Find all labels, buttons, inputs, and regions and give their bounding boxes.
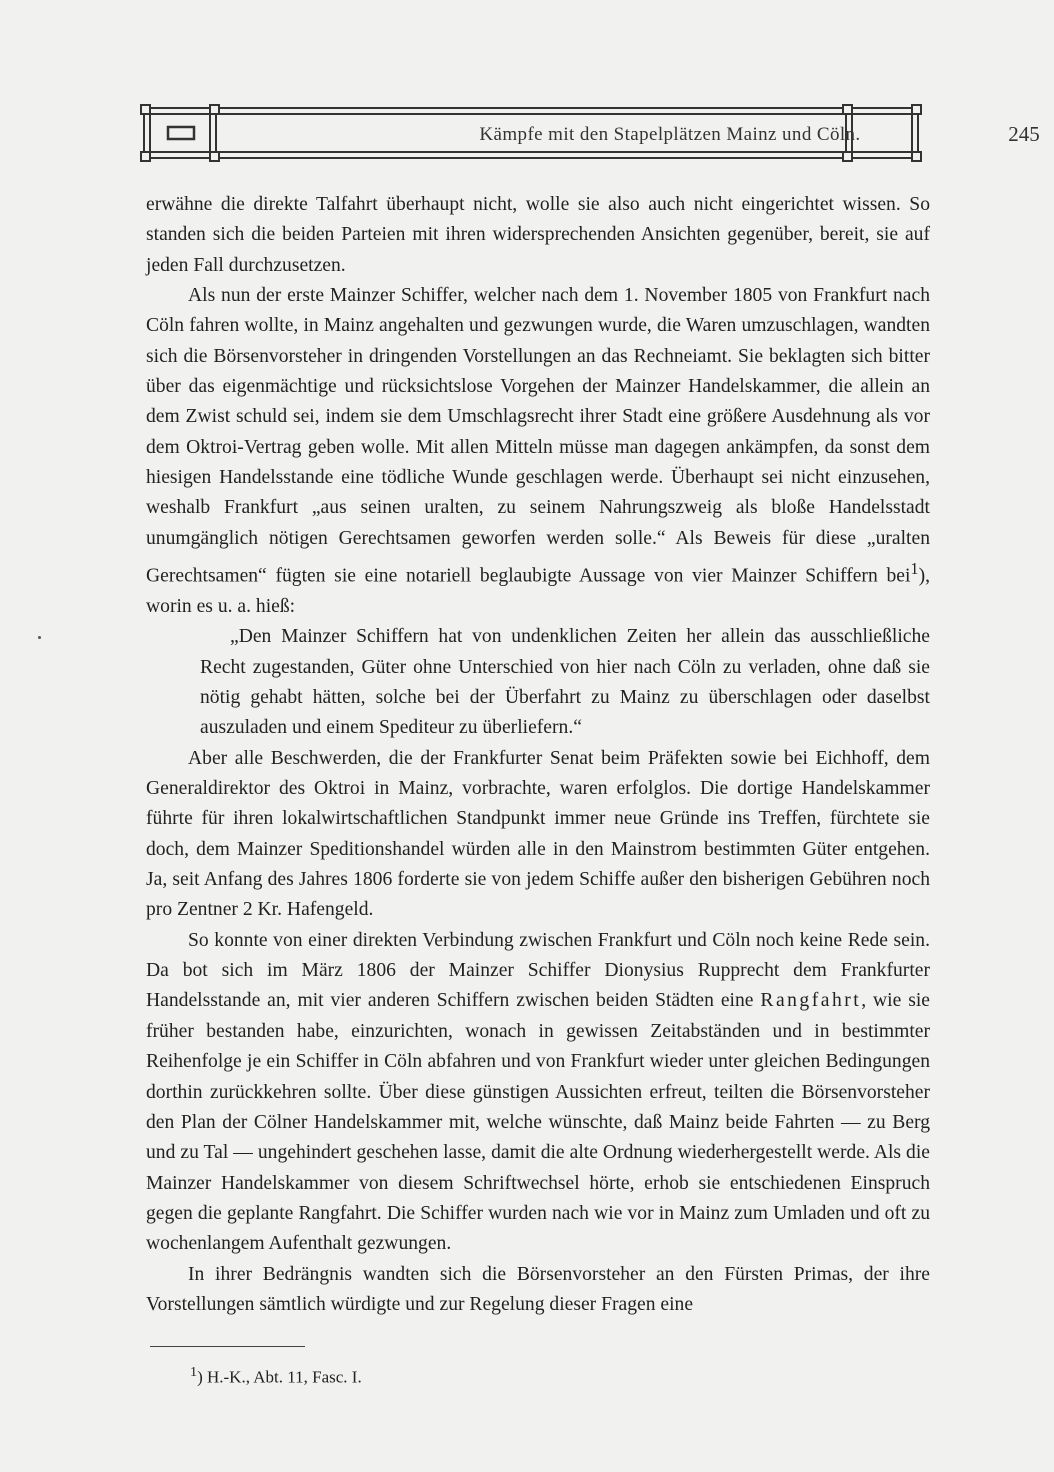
body-text bbox=[146, 190, 930, 1320]
paragraph-text: Als nun der erste Mainzer Schiffer, welcher nach dem 1. November 1805 von Frankfurt nach Cöln fahren wollte, in Mainz angehalten und gezwungen wurde, die Waren umzuschlagen, wandten sich die Börsenvorsteher in dringenden Vorstellungen an das Rechneiamt. Sie beklagten sich bitter über das eigenmächtige und rücksichtslose Vorgehen der Mainzer Handelskammer, die allein an dem Zwist schuld sei, indem sie dem Umschlagsrecht ihrer Stadt eine größere Ausdehnung als vor dem Oktroi-Vertrag geben wolle. Mit allen Mitteln müsse man dagegen ankämpfen, da sonst dem hiesigen Handelsstande eine tödliche Wunde geschlagen werde. Überhaupt sei nicht einzusehen, weshalb Frankfurt „aus seinen uralten, zu seinem Nahrungszweig als bloße Handelsstadt unumgänglich nötigen Gerechtsamen geworfen werden solle.“ Als Beweis für diese „uralten Gerechtsamen“ fügten sie eine notariell beglaubigte Aussage von vier Mainzer Schiffern bei bbox=[146, 285, 930, 587]
paragraph-text: , wie sie früher bestanden habe, einzurichten, wonach in gewissen Zeitabständen und in bestimmter Reihenfolge je ein Schiffer in Cöln abfahren und von Frankfurt wieder unter gleichen Bedingungen dorthin zurückkehren sollte. Über diese günstigen Aussichten erfreut, teilten die Börsenvorsteher den Plan der Cölner Handelskammer mit, welche wünschte, daß Mainz beide Fahrten — zu Berg und zu Tal — ungehindert geschehen lasse, damit die alte Ordnung wiederhergestellt werde. Als die Mainzer Handelskammer von diesem Schriftwechsel hörte, erhob sie entschiedenen Einspruch gegen die geplante Rangfahrt. Die Schiffer wurden nach wie vor in Mainz zum Umladen und oft zu wochenlangem Aufenthalt gezwungen. bbox=[146, 990, 930, 1255]
running-title: Kämpfe mit den Stapelplätzen Mainz und Cöln. bbox=[479, 124, 861, 145]
footnote-text: ) H.-K., Abt. 11, Fasc. I. bbox=[197, 1367, 362, 1387]
footnote bbox=[190, 1364, 362, 1388]
paragraph-complaints: Aber alle Beschwerden, die der Frankfurter Senat beim Präfekten sowie bei Eichhoff, dem Generaldirektor des Oktroi in Mainz, vorbrachte, waren erfolglos. Die dortige Handelskammer führte für ihren lokalwirtschaftlichen Standpunkt immer neue Gründe ins Treffen, fürchtete sie doch, dem Mainzer Speditionshandel würden alle in den Mainstrom bestimmten Güter entgehen. Ja, seit Anfang des Jahres 1806 forderte sie von jedem Schiffe außer den bisherigen Gebühren noch pro Zentner 2 Kr. Hafengeld. bbox=[146, 747, 930, 921]
footnote-reference: 1 bbox=[910, 559, 919, 579]
paragraph-first-mainz-shipper bbox=[146, 281, 930, 622]
paragraph-fuerst-primas: In ihrer Bedrängnis wandten sich die Börsenvorsteher an den Fürsten Primas, der ihre Vorstellungen sämtlich würdigte und zur Regelung dieser Fragen eine bbox=[146, 1263, 930, 1315]
footnote-marker: 1 bbox=[190, 1364, 198, 1380]
margin-speck bbox=[38, 636, 41, 639]
framed-rectangle-icon bbox=[168, 127, 194, 139]
page-number: 245 bbox=[1008, 122, 1040, 146]
emphasized-term: Rangfahrt bbox=[760, 990, 862, 1012]
paragraph-text: So konnte von einer direkten Verbindung zwischen Frankfurt und Cöln noch keine Rede sein. Da bot sich im März 1806 der Mainzer Schiffer Dionysius Rupprecht dem Frankfurter Handelsstande an, mit vier anderen Schiffern zwischen beiden Städten eine bbox=[146, 929, 930, 1012]
paragraph-text: ), worin es u. a. hieß: bbox=[146, 565, 930, 617]
footnote-divider bbox=[150, 1346, 305, 1347]
block-quote: „Den Mainzer Schiffern hat von undenklichen Zeiten her allein das ausschließliche Recht zugestanden, Güter ohne Unterschied von hier nach Cöln zu verladen, ohne daß sie nötig gehabt hätten, solche bei der Überfahrt zu Mainz zu überschlagen oder daselbst auszuladen und einem Spediteur zu überliefern.“ bbox=[200, 626, 930, 739]
page-header bbox=[140, 104, 1040, 162]
paragraph-rangfahrt bbox=[146, 926, 930, 1260]
paragraph-continuation: erwähne die direkte Talfahrt überhaupt nicht, wolle sie also auch nicht eingerichtet wissen. So standen sich die beiden Parteien mit ihren widersprechenden Ansichten gegenüber, bereit, sie auf jeden Fall durchzusetzen. bbox=[146, 194, 930, 276]
